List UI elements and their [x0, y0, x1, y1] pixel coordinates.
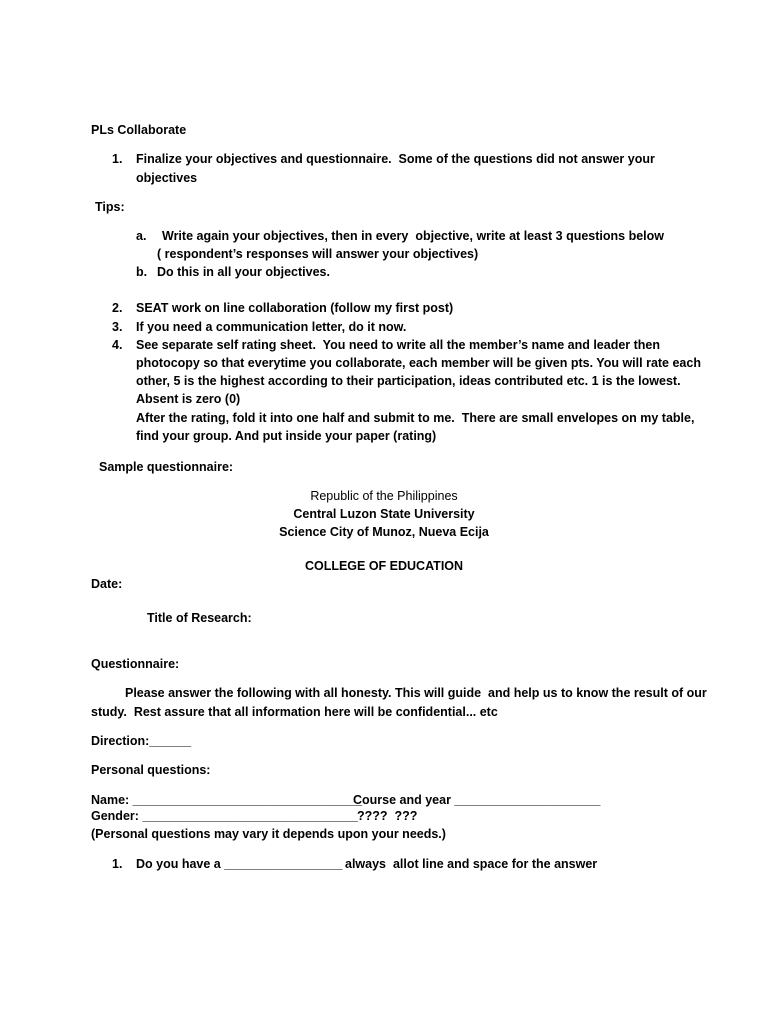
item-4-line-3: other, 5 is the highest according to their participation, ideas contributed etc. 1 is the lowest.: [136, 374, 681, 388]
item-1-line-2: objectives: [136, 171, 198, 185]
personal-note: (Personal questions may vary it depends upon your needs.): [91, 827, 446, 841]
tip-b-line-1: Do this in all your objectives.: [157, 265, 330, 279]
item-4-line-2: photocopy so that everytime you collaborate, each member will be given pts. You will rate each: [136, 356, 701, 370]
heading: PLs Collaborate: [91, 123, 187, 137]
header-university: Central Luzon State University: [293, 507, 475, 521]
tips-label: Tips:: [95, 200, 125, 214]
item-2-number: 2.: [112, 301, 123, 315]
tip-b-marker: b.: [136, 265, 148, 279]
header-address: Science City of Munoz, Nueva Ecija: [279, 525, 489, 539]
item-4-number: 4.: [112, 338, 123, 352]
item-4-line-1: See separate self rating sheet. You need to write all the member’s name and leader then: [136, 338, 661, 352]
intro-line-2: study. Rest assure that all information here will be confidential... etc: [91, 705, 498, 719]
questionnaire-label: Questionnaire:: [91, 657, 180, 671]
question-1-number: 1.: [112, 857, 123, 871]
direction-field: Direction:______: [91, 734, 192, 748]
header-republic: Republic of the Philippines: [310, 489, 458, 503]
tip-a-marker: a.: [136, 229, 147, 243]
item-1-line-1: Finalize your objectives and questionnaire. Some of the questions did not answer your: [136, 152, 655, 166]
item-1-number: 1.: [112, 152, 123, 166]
item-4-line-6: find your group. And put inside your paper (rating): [136, 429, 437, 443]
tip-a-line-1: Write again your objectives, then in every objective, write at least 3 questions below: [162, 229, 665, 243]
sample-questionnaire-label: Sample questionnaire:: [99, 460, 234, 474]
personal-questions-label: Personal questions:: [91, 763, 211, 777]
name-field: Name: _________________________________: [91, 793, 363, 807]
question-1-text: Do you have a _________________: [136, 857, 343, 871]
gender-field: Gender: _______________________________: [91, 809, 358, 823]
item-4-line-5: After the rating, fold it into one half and submit to me. There are small envelopes on my table,: [136, 411, 695, 425]
course-year-field: Course and year _____________________: [353, 793, 601, 807]
question-1-note: always allot line and space for the answer: [345, 857, 598, 871]
item-3-text: If you need a communication letter, do it now.: [136, 320, 407, 334]
tip-a-line-2: ( respondent’s responses will answer your objectives): [157, 247, 479, 261]
gender-extra: ???? ???: [357, 809, 418, 823]
item-2-text: SEAT work on line collaboration (follow my first post): [136, 301, 454, 315]
title-of-research-label: Title of Research:: [147, 611, 252, 625]
college-title: COLLEGE OF EDUCATION: [304, 559, 464, 573]
item-4-line-4: Absent is zero (0): [136, 392, 241, 406]
date-label: Date:: [91, 577, 123, 591]
item-3-number: 3.: [112, 320, 123, 334]
intro-line-1: Please answer the following with all honesty. This will guide and help us to know the result of our: [125, 686, 707, 700]
